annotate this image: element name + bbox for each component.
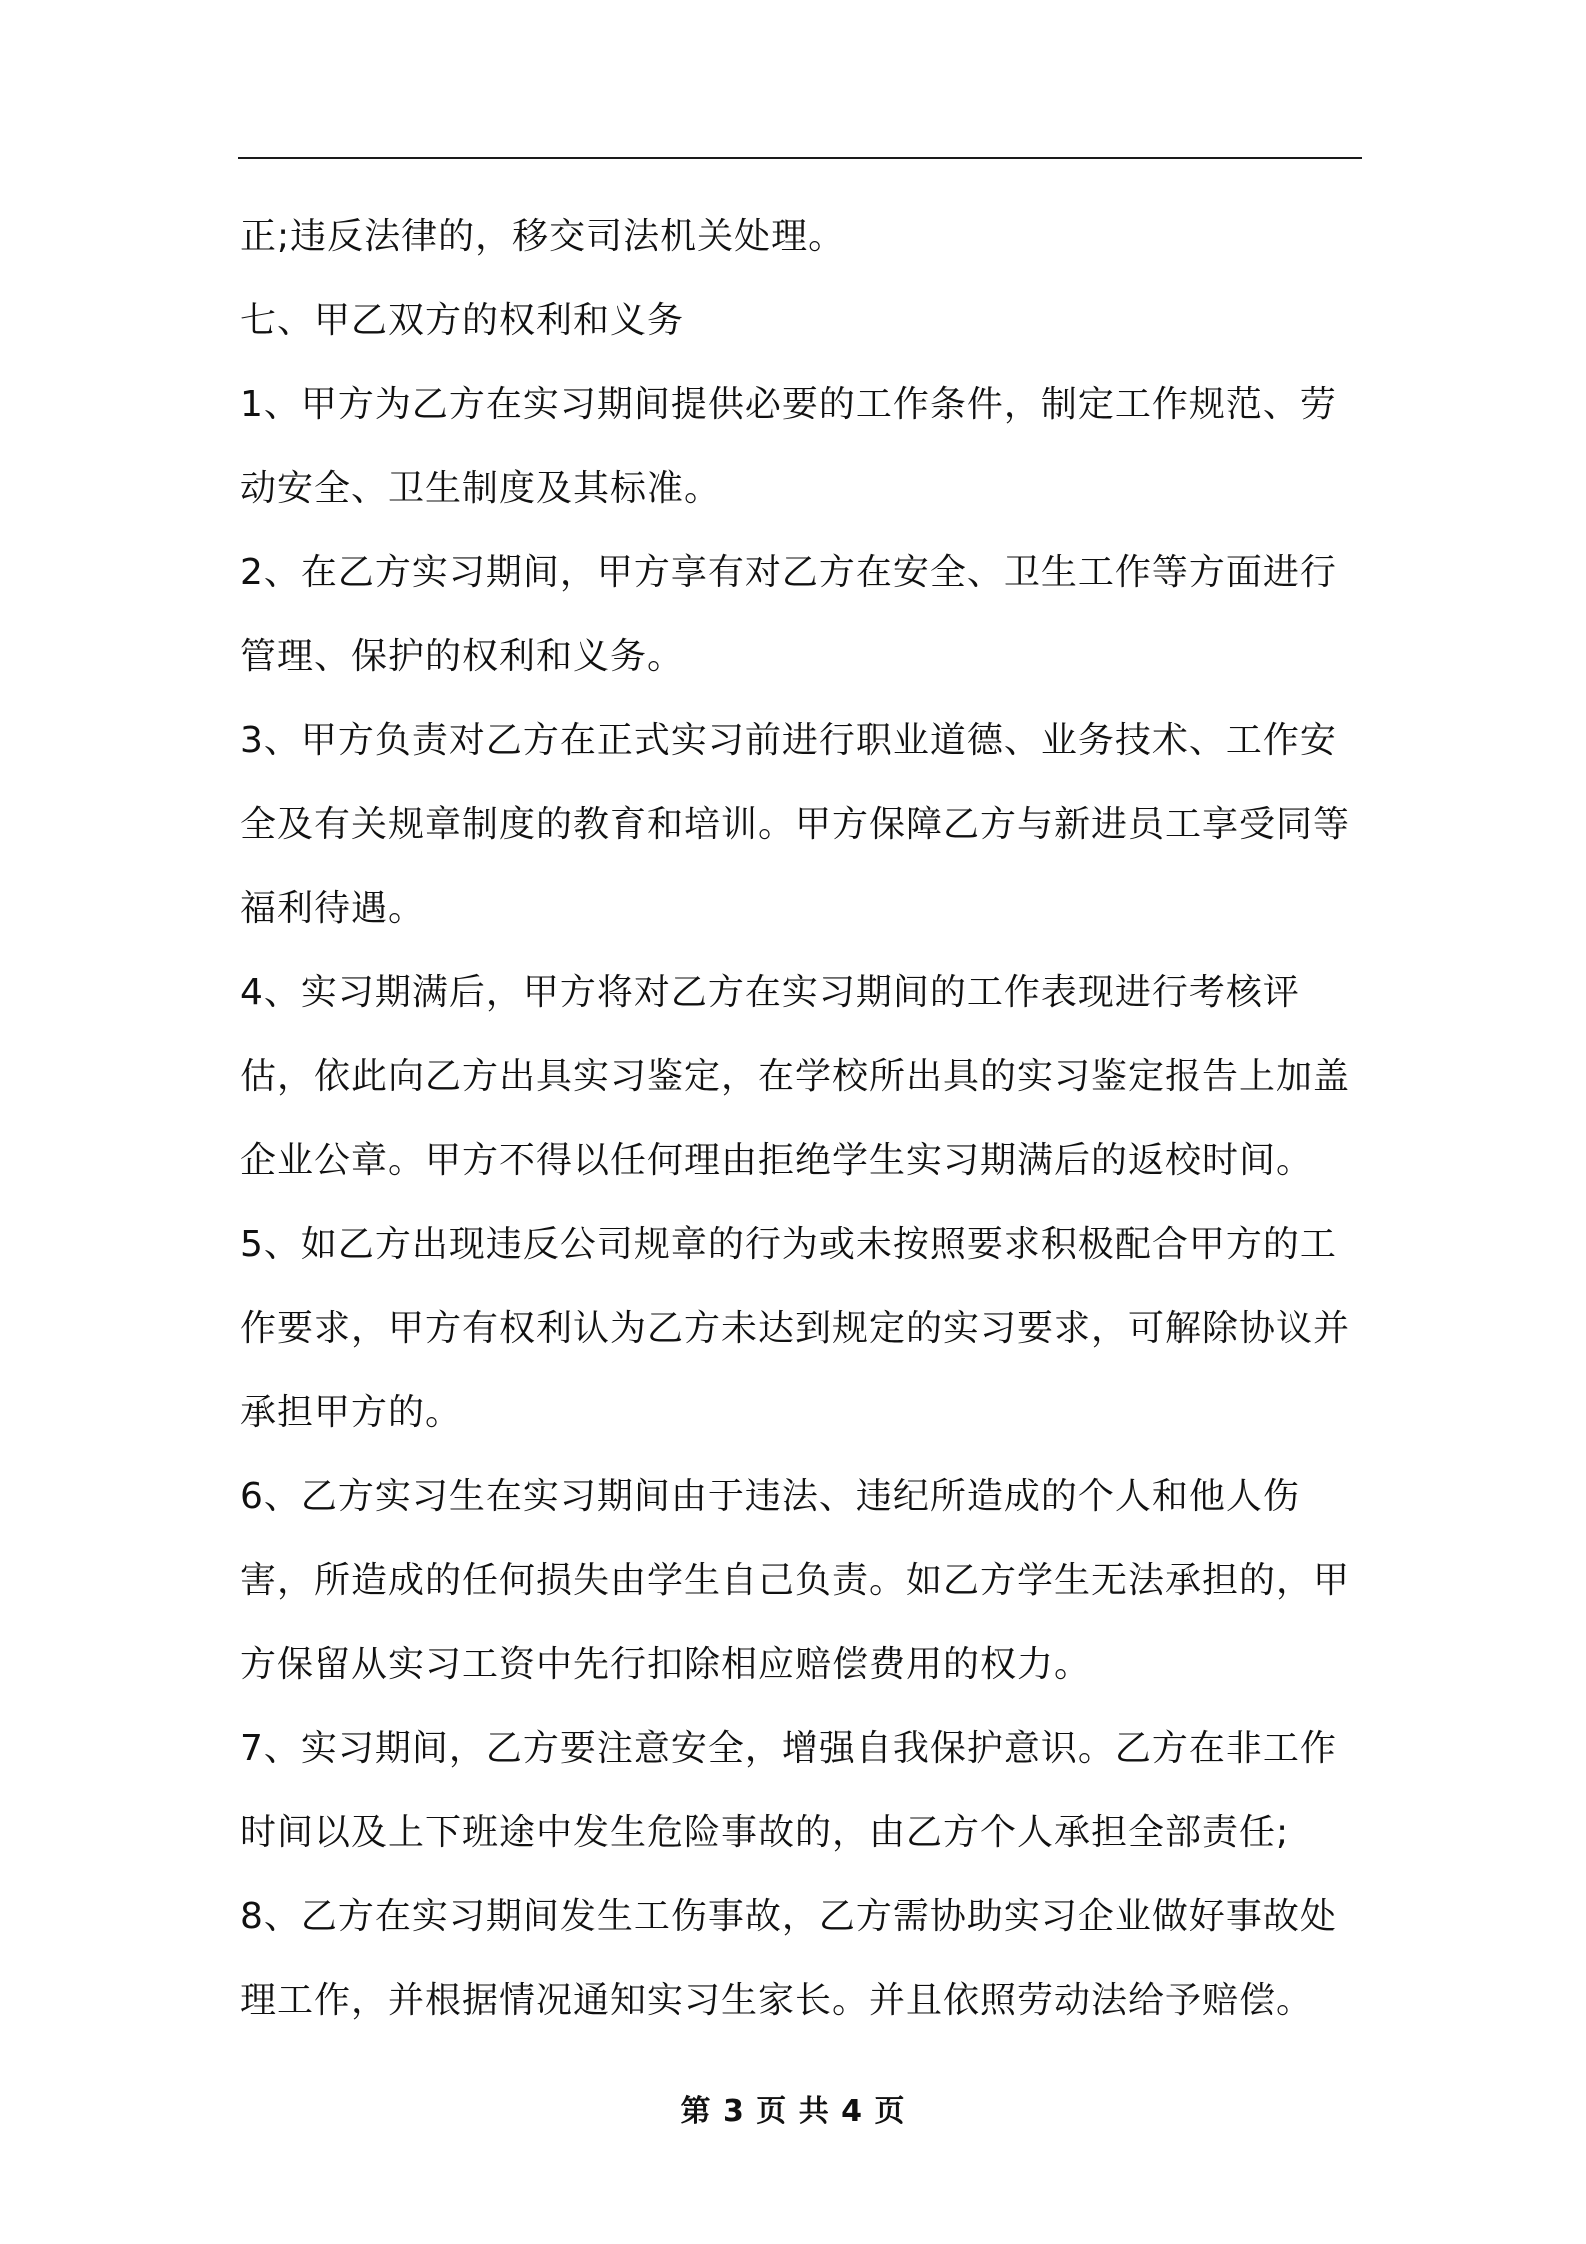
section-heading-rights-obligations: 七、甲乙双方的权利和义务 <box>240 300 685 341</box>
clause-2: 2、在乙方实习期间，甲方享有对乙方在安全、卫生工作等方面进行管理、保护的权利和义务。 <box>240 552 1337 677</box>
clause-6: 6、乙方实习生在实习期间由于违法、违纪所造成的个人和他人伤害，所造成的任何损失由学生自己负责。如乙方学生无法承担的，甲方保留从实习工资中先行扣除相应赔偿费用的权力。 <box>240 1476 1351 1685</box>
paragraph-legal-referral: 正;违反法律的，移交司法机关处理。 <box>240 216 846 257</box>
header-divider <box>238 157 1362 159</box>
clause-8: 8、乙方在实习期间发生工伤事故，乙方需协助实习企业做好事故处理工作，并根据情况通知实习生家长。并且依照劳动法给予赔偿。 <box>240 1896 1337 2021</box>
clause-3: 3、甲方负责对乙方在正式实习前进行职业道德、业务技术、工作安全及有关规章制度的教育和培训。甲方保障乙方与新进员工享受同等福利待遇。 <box>240 720 1351 929</box>
clause-7: 7、实习期间，乙方要注意安全，增强自我保护意识。乙方在非工作时间以及上下班途中发生危险事故的，由乙方个人承担全部责任; <box>240 1728 1337 1853</box>
document-body <box>240 195 1362 2043</box>
clause-4: 4、实习期满后，甲方将对乙方在实习期间的工作表现进行考核评估，依此向乙方出具实习鉴定，在学校所出具的实习鉴定报告上加盖企业公章。甲方不得以任何理由拒绝学生实习期满后的返校时间。 <box>240 972 1351 1181</box>
page-number: 第 3 页 共 4 页 <box>680 2094 906 2129</box>
clause-5: 5、如乙方出现违反公司规章的行为或未按照要求积极配合甲方的工作要求，甲方有权利认为乙方未达到规定的实习要求，可解除协议并承担甲方的。 <box>240 1224 1351 1433</box>
page-footer <box>0 2092 1586 2132</box>
clause-1: 1、甲方为乙方在实习期间提供必要的工作条件，制定工作规范、劳动安全、卫生制度及其标准。 <box>240 384 1337 509</box>
